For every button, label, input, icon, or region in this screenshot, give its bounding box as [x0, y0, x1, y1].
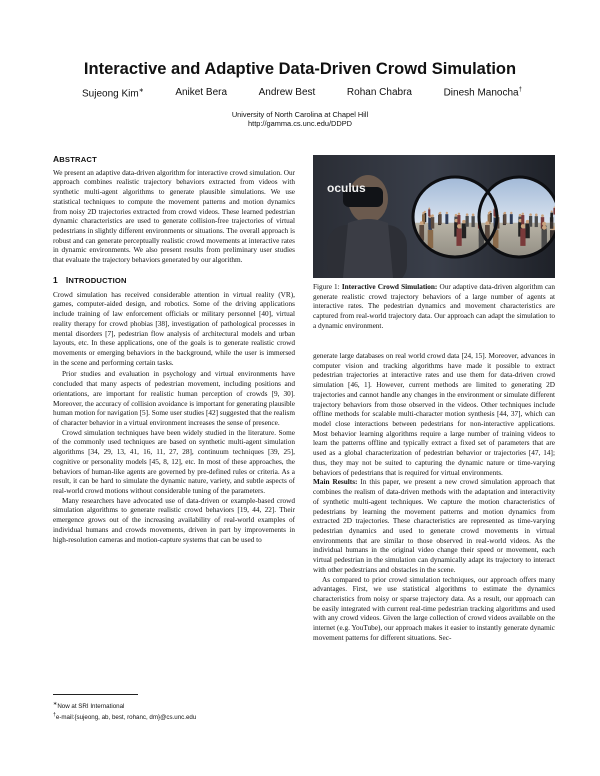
- intro-paragraph: Prior studies and evaluation in psychology and virtual environments have concluded that many aspects of pedestrian movement, including positions and orientations, are important for realistic human perception of crowds [9, 30]. Moreover, the accuracy of collision avoidance is important for generating plausible human motion for navigation [5]. Some user studies [42] suggested that the realism of character behavior in a virtual environment increases the sense of presence.: [53, 370, 295, 427]
- intro-heading: 1 INTRODUCTION: [53, 274, 127, 285]
- affiliation: University of North Carolina at Chapel Hill: [231, 110, 369, 119]
- pedestrian-head: [526, 220, 530, 224]
- vr-crowd-photo: [313, 155, 555, 278]
- body-paragraph: generate large databases on real world crowd data [24, 15]. Moreover, advances in computer vision and tracking algorithms have made it possible to extract pedestrian trajectories at interactive rates and use them for data-driven crowd simulation [46, 1]. However, current methods are limited to generating 2D trajectories and cannot handle any changes in the environment or simulate different trajectory behaviors from those observed in the videos. Other techniques include offline methods for scalable multi-character motion synthesis [44, 37], which can model close interactions between pedestrians for non-interactive applications. Most behavior learning algorithms require a large number of training videos to learn the patterns offline and typically extract a fixed set of parameters that are used as a global characterization of pedestrian behavior or trajectories [47, 14]; thus, they may not be suited to capturing the dynamic nature or time-varying behaviors of pedestrians that is required for virtual environments.: [313, 352, 555, 477]
- pedestrian-figure: [439, 214, 442, 224]
- figure-caption: [313, 283, 555, 332]
- pedestrian-head: [439, 212, 441, 214]
- pedestrian-figure: [457, 215, 460, 225]
- pedestrian-head: [529, 213, 532, 216]
- left-column: [53, 155, 295, 545]
- pedestrian-figure: [510, 214, 513, 224]
- intro-paragraph: Many researchers have advocated use of data-driven or example-based crowd simulation algorithms to generate realistic crowd behaviors [19, 44, 22]. Their emergence grows out of the increasing availability of real-world examples of individual humans and crowds movements, driven in part by improvements in high-resolution cameras and motion-capture systems that can be used to: [53, 496, 295, 544]
- author: [82, 87, 144, 99]
- caption-label: Figure 1:: [313, 283, 340, 291]
- author-name: Rohan Chabra: [346, 87, 412, 98]
- author-list: [82, 87, 522, 99]
- author: [175, 87, 227, 99]
- pedestrian-head: [457, 224, 461, 228]
- author: [259, 87, 316, 99]
- pedestrian-head: [521, 224, 525, 228]
- pedestrian-head: [431, 214, 434, 217]
- pedestrian-head: [488, 212, 490, 214]
- pedestrian-figure: [462, 223, 466, 238]
- author: [347, 87, 412, 99]
- body-paragraph: As compared to prior crowd simulation techniques, our approach offers many advantages. First, we use statistical algorithms to estimate the dynamics characteristics from noisy or sparse trajectory data. As a result, our approach can be easily integrated with current real-time pedestrian tracking algorithms and used with any crowd videos. Given the large collection of crowd videos available on the internet (e.g. YouTube), our approach makes it easier to instantly generate dynamic movement patterns for different situations. Sec-: [313, 575, 555, 642]
- pedestrian-head: [542, 225, 546, 229]
- oculus-logo-text: oculus: [327, 181, 366, 195]
- pedestrian-figure: [550, 213, 553, 222]
- footnote-text: e-mail:{sujeong, ab, best, rohanc, dm}@cs.unc.edu: [55, 714, 197, 722]
- author-mark: ∗: [138, 88, 144, 94]
- footnote: [53, 700, 295, 711]
- pedestrian-head: [458, 213, 460, 215]
- footnote: [53, 711, 295, 722]
- paper-title: Interactive and Adaptive Data-Driven Crowd Simulation: [83, 60, 517, 78]
- footnotes: [53, 700, 295, 723]
- pedestrian-figure: [471, 216, 474, 227]
- footnote-mark: †: [53, 712, 56, 719]
- pedestrian-head: [422, 212, 424, 214]
- teaser-figure: [313, 155, 555, 278]
- pedestrian-figure: [466, 216, 469, 227]
- pedestrian-head: [455, 214, 458, 217]
- main-results-text: In this paper, we present a new crowd simulation approach that combines the realism of data-driven methods with the adaptation and interactivity of synthetic multi-agent techniques. We capture the motion characteristics of pedestrians by learning the movement patterns and motion dynamics from extracted 2D trajectories. These characteristics are represented as time-varying pedestrian dynamics and used to generate crowd movements in virtual environments that are similar to those observed in real-world videos. As the individual humans in the original video change their speed or movement, each virtual pedestrian in the simulation can dynamically adapt its trajectory to interact with other pedestrians and obstacles in the scene.: [313, 478, 555, 574]
- pedestrian-head: [542, 222, 546, 226]
- pedestrian-head: [446, 212, 448, 214]
- footnote-mark: ∗: [53, 701, 58, 707]
- pedestrian-figure: [456, 228, 461, 246]
- pedestrian-head: [504, 212, 506, 214]
- pedestrian-head: [462, 220, 466, 224]
- section-number: 1: [53, 274, 58, 285]
- pedestrian-figure: [504, 214, 507, 224]
- pedestrian-head: [420, 221, 424, 225]
- intro-paragraph: Crowd simulation techniques have been widely studied in the literature. Some of the commonly used techniques are based on synthetic multi-agent simulation algorithms [34, 29, 13, 41, 16, 11, 27, 28], continuum techniques [39, 25], cognitive or personality models [45, 8, 12], etc. In most of these approaches, the behaviors of human-like agents are governed by pre-defined rules or criteria. As a result, it can be hard to simulate the dynamic nature, variety, and subtle aspects of real-world crowd motions without considerable tuning of the parameters.: [53, 428, 295, 495]
- footnote-rule: [53, 694, 138, 695]
- abstract-text: We present an adaptive data-driven algorithm for interactive crowd simulation. Our approach combines realistic trajectory behaviors extracted from videos with synthetic multi-agent algorithms to generate plausible simulations. We use statistical techniques to compute the movement patterns and motion dynamics from noisy 2D trajectories extracted from crowd videos. These learned pedestrian dynamic characteristics are used to generate collision-free trajectories of virtual pedestrians in slightly different environments or situations. The overall approach is robust and can generate perceptually realistic crowd movements at interactive rates in dynamic environments. We also present results from preliminary user studies that evaluate the trajectory behaviors generated by our algorithm.: [53, 168, 296, 265]
- pedestrian-head: [485, 221, 489, 225]
- pedestrian-figure: [520, 228, 525, 246]
- pedestrian-figure: [428, 230, 433, 248]
- pedestrian-head: [519, 214, 522, 217]
- pedestrian-head: [466, 213, 469, 216]
- pedestrian-head: [541, 214, 544, 217]
- pedestrian-figure: [445, 214, 448, 224]
- author-name: Sujeong Kim: [82, 88, 139, 100]
- pedestrian-head: [472, 214, 475, 217]
- body-paragraph: [313, 478, 555, 575]
- author-mark: †: [518, 87, 522, 93]
- affiliation-block: [0, 110, 600, 128]
- author: [444, 87, 522, 99]
- pedestrian-figure: [521, 215, 524, 225]
- pedestrian-head: [551, 210, 553, 212]
- caption-title: Interactive Crowd Simulation:: [341, 283, 438, 291]
- abstract-heading: ABSTRACT: [53, 154, 97, 164]
- pedestrian-head: [428, 208, 430, 210]
- intro-paragraph: Crowd simulation has received considerable attention in virtual reality (VR), games, computer-aided design, and robotics. Some of the driving applications include training of law enforcement officials or military personnel [40], virtual reality therapy for crowd phobias [38], investigation of pathological processes in mental disorders [7], pedestrian flow analysis of architectural models and urban layouts, etc. In these applications, one of the goals is to generate realistic crowd movements or emerging behaviors in the background, while the user is immersed in the scene and performing certain tasks.: [53, 290, 295, 367]
- main-results-label: Main Results:: [313, 478, 358, 487]
- pedestrian-figure: [428, 209, 430, 216]
- author-name: Andrew Best: [258, 87, 316, 98]
- author-name: Aniket Bera: [175, 87, 228, 98]
- right-column: [313, 352, 555, 644]
- pedestrian-head: [510, 212, 512, 214]
- pedestrian-figure: [529, 216, 532, 227]
- pedestrian-head: [522, 213, 524, 215]
- caption-text: Our adaptive data-driven algorithm can generate realistic crowd trajectory behaviors of a large number of agents at interactive rates. The pedestrian dynamics and movement characteristics are captured from real-world trajectory data. Our approach can adapt the simulation to a dynamic environment.: [313, 283, 556, 330]
- footnote-text: Now at SRI International: [57, 703, 125, 711]
- pedestrian-figure: [553, 208, 555, 215]
- pedestrian-head: [535, 214, 538, 217]
- pedestrian-figure: [535, 216, 538, 227]
- author-name: Dinesh Manocha: [443, 87, 519, 99]
- pedestrian-figure: [431, 217, 434, 228]
- project-url[interactable]: http://gamma.cs.unc.edu/DDPD: [248, 119, 352, 128]
